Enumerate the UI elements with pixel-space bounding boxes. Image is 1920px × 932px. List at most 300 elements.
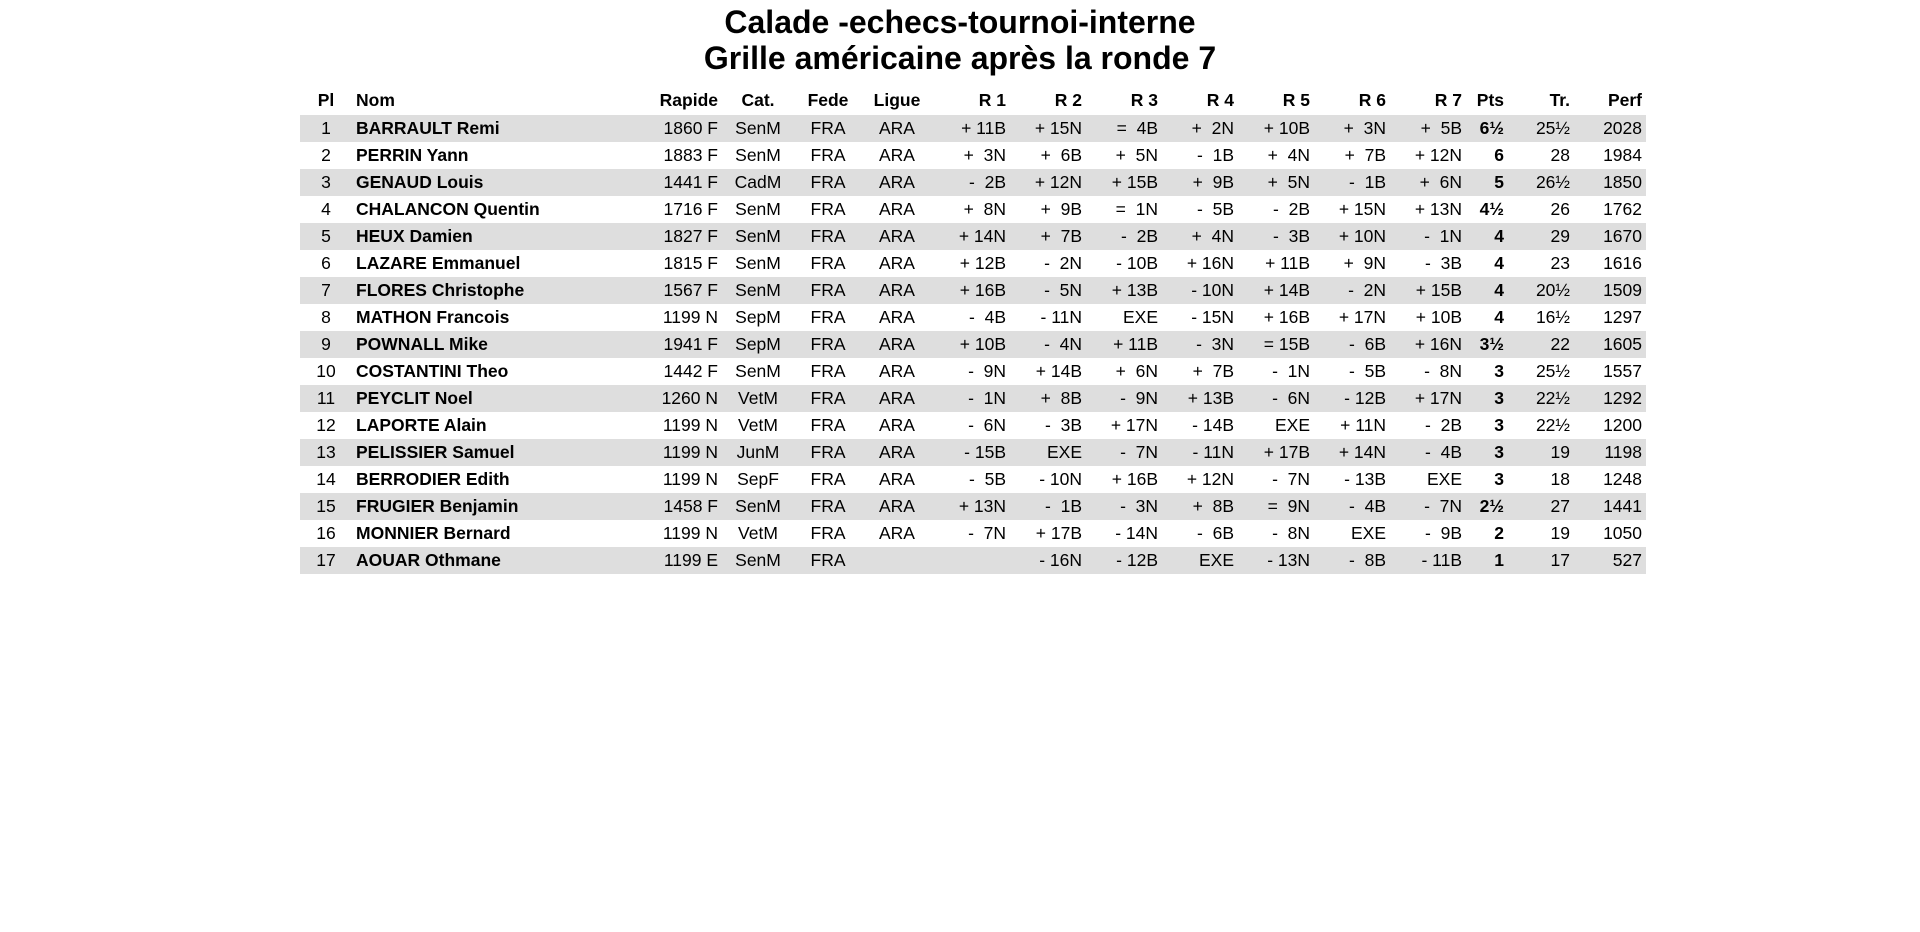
cell-r5: = 15B xyxy=(1238,331,1314,358)
cell-r6: + 10N xyxy=(1314,223,1390,250)
cell-r5: - 8N xyxy=(1272,523,1310,543)
cell-perf: 1616 xyxy=(1603,253,1642,273)
cell-r2: + 14B xyxy=(1035,361,1082,381)
table-row xyxy=(300,412,1646,439)
cell-perf: 1198 xyxy=(1574,439,1646,466)
cell-r4: EXE xyxy=(1162,547,1238,574)
cell-r3: + 13B xyxy=(1086,277,1162,304)
cell-r3: - 12B xyxy=(1086,547,1162,574)
cell-ligue: ARA xyxy=(879,199,915,219)
cell-perf: 1050 xyxy=(1603,523,1642,543)
cell-pts: 4 xyxy=(1466,277,1508,304)
cell-cat: SenM xyxy=(722,547,794,574)
cell-r5: - 2B xyxy=(1273,199,1310,219)
cell-r7: - 1N xyxy=(1390,223,1466,250)
cell-r4: + 9B xyxy=(1162,169,1238,196)
cell-nom: MONNIER Bernard xyxy=(356,523,511,543)
cell-r5: + 17B xyxy=(1238,439,1314,466)
cell-r6: + 15N xyxy=(1338,199,1386,219)
cell-cat: CadM xyxy=(722,169,794,196)
column-header-pts: Pts xyxy=(1476,89,1504,110)
cell-rapide: 1199 N xyxy=(632,439,722,466)
cell-nom: POWNALL Mike xyxy=(352,331,632,358)
table-row xyxy=(300,466,1646,493)
column-header-fede: Fede xyxy=(807,89,849,110)
cell-tr: 26½ xyxy=(1508,169,1574,196)
cell-tr: 29 xyxy=(1508,223,1574,250)
cell-fede: FRA xyxy=(810,361,846,381)
cell-perf: 1557 xyxy=(1603,361,1642,381)
column-header-rapide: Rapide xyxy=(659,89,718,110)
cell-ligue: ARA xyxy=(879,523,915,543)
cell-r6: - 2N xyxy=(1314,277,1390,304)
cell-tr: 26 xyxy=(1550,199,1570,219)
cell-r3: + 15B xyxy=(1086,169,1162,196)
cell-r1: + 16B xyxy=(932,277,1010,304)
cell-r1: - 7N xyxy=(968,523,1006,543)
cell-r2: + 12N xyxy=(1010,169,1086,196)
cell-cat: SenM xyxy=(722,493,794,520)
cell-pts: 6 xyxy=(1494,145,1504,165)
cell-r5: + 4N xyxy=(1267,145,1310,165)
cell-r4: - 6B xyxy=(1197,523,1234,543)
cell-fede: FRA xyxy=(810,253,846,273)
cell-nom: LAPORTE Alain xyxy=(356,415,487,435)
cell-r4: + 13B xyxy=(1162,385,1238,412)
cell-fede: FRA xyxy=(794,331,862,358)
cell-pl: 2 xyxy=(321,145,331,165)
cell-pts: 3 xyxy=(1466,385,1508,412)
cell-r1: + 11B xyxy=(932,115,1010,142)
cell-r2: + 15N xyxy=(1010,115,1086,142)
cell-perf: 1850 xyxy=(1574,169,1646,196)
cell-r6: - 6B xyxy=(1314,331,1390,358)
cell-rapide: 1941 F xyxy=(632,331,722,358)
cell-tr: 25½ xyxy=(1508,115,1574,142)
cell-perf: 1292 xyxy=(1574,385,1646,412)
cell-r7: EXE xyxy=(1426,469,1462,489)
table-row xyxy=(300,304,1646,331)
cell-ligue: ARA xyxy=(862,331,932,358)
cell-nom: CHALANCON Quentin xyxy=(356,199,540,219)
cell-fede: FRA xyxy=(810,415,846,435)
cell-r3: = 4B xyxy=(1086,115,1162,142)
cell-nom: BERRODIER Edith xyxy=(356,469,510,489)
table-row xyxy=(300,169,1646,196)
cell-r6: - 8B xyxy=(1314,547,1390,574)
cell-pts: 5 xyxy=(1466,169,1508,196)
cell-tr: 16½ xyxy=(1535,307,1570,327)
cell-pl: 9 xyxy=(300,331,352,358)
column-header-r7: R 7 xyxy=(1434,89,1462,110)
cell-perf: 1248 xyxy=(1603,469,1642,489)
cell-r5: + 5N xyxy=(1238,169,1314,196)
column-header-cat: Cat. xyxy=(741,89,775,110)
document-title: Calade -echecs-tournoi-interne xyxy=(724,4,1196,40)
cell-r4: - 1B xyxy=(1197,145,1234,165)
cell-r3: + 17N xyxy=(1110,415,1158,435)
cell-pl: 11 xyxy=(300,385,352,412)
cell-r7: + 5B xyxy=(1390,115,1466,142)
cell-r1: + 3N xyxy=(963,145,1006,165)
cell-fede: FRA xyxy=(794,169,862,196)
cell-r7: - 7N xyxy=(1390,493,1466,520)
cell-ligue: ARA xyxy=(879,469,915,489)
cell-pl: 10 xyxy=(316,361,336,381)
cell-pl: 12 xyxy=(316,415,336,435)
cell-cat: SenM xyxy=(722,223,794,250)
cell-rapide: 1827 F xyxy=(632,223,722,250)
cell-r1: - 15B xyxy=(932,439,1010,466)
cell-r5: + 16B xyxy=(1263,307,1310,327)
cell-cat: VetM xyxy=(738,415,778,435)
cell-pl: 1 xyxy=(300,115,352,142)
column-header-r5: R 5 xyxy=(1282,89,1310,110)
cell-nom: PELISSIER Samuel xyxy=(352,439,632,466)
cell-cat: SepM xyxy=(722,331,794,358)
cell-pl: 15 xyxy=(300,493,352,520)
cell-perf: 1441 xyxy=(1574,493,1646,520)
cell-fede: FRA xyxy=(810,469,846,489)
cell-cat: VetM xyxy=(722,385,794,412)
table-row xyxy=(300,547,1646,574)
cell-rapide: 1716 F xyxy=(663,199,718,219)
cell-r1 xyxy=(932,547,1010,574)
cell-tr: 25½ xyxy=(1535,361,1570,381)
cell-pts: 6½ xyxy=(1466,115,1508,142)
cell-cat: VetM xyxy=(738,523,778,543)
cell-fede: FRA xyxy=(794,547,862,574)
cell-r2: - 10N xyxy=(1039,469,1082,489)
cell-pts: 1 xyxy=(1466,547,1508,574)
cell-perf: 1984 xyxy=(1603,145,1642,165)
cell-r7: + 16N xyxy=(1390,331,1466,358)
cell-r1: + 8N xyxy=(963,199,1006,219)
cell-perf: 1762 xyxy=(1603,199,1642,219)
cell-r6: - 1B xyxy=(1314,169,1390,196)
cell-r3: = 1N xyxy=(1115,199,1158,219)
cell-ligue: ARA xyxy=(862,385,932,412)
table-row xyxy=(300,277,1646,304)
cell-r6: + 9N xyxy=(1343,253,1386,273)
cell-r4: + 4N xyxy=(1162,223,1238,250)
cell-r7: + 6N xyxy=(1390,169,1466,196)
cell-r3: - 3N xyxy=(1086,493,1162,520)
cell-r4: + 8B xyxy=(1162,493,1238,520)
cell-r4: - 14B xyxy=(1192,415,1234,435)
cell-rapide: 1441 F xyxy=(632,169,722,196)
cell-r1: - 1N xyxy=(932,385,1010,412)
cell-pts: 2½ xyxy=(1466,493,1508,520)
cell-fede: FRA xyxy=(810,199,846,219)
cell-r3: - 14N xyxy=(1115,523,1158,543)
cell-fede: FRA xyxy=(794,493,862,520)
cell-r7: + 12N xyxy=(1414,145,1462,165)
cell-pts: 3 xyxy=(1494,469,1504,489)
cell-perf: 1200 xyxy=(1603,415,1642,435)
column-header-r2: R 2 xyxy=(1054,89,1082,110)
cell-tr: 18 xyxy=(1550,469,1570,489)
cell-r1: + 14N xyxy=(932,223,1010,250)
cell-r6: + 14N xyxy=(1314,439,1390,466)
cell-r7: + 15B xyxy=(1390,277,1466,304)
column-header-pl: Pl xyxy=(317,89,335,110)
cell-nom: LAZARE Emmanuel xyxy=(356,253,521,273)
cell-ligue: ARA xyxy=(862,439,932,466)
cell-r4: + 7B xyxy=(1192,361,1234,381)
cell-fede: FRA xyxy=(810,523,846,543)
cell-pl: 6 xyxy=(321,253,331,273)
cell-r2: - 4N xyxy=(1010,331,1086,358)
header-row xyxy=(300,85,1646,115)
cell-r6: EXE xyxy=(1350,523,1386,543)
cell-r5: - 1N xyxy=(1272,361,1310,381)
column-header-tr: Tr. xyxy=(1549,89,1570,110)
cell-r5: + 14B xyxy=(1238,277,1314,304)
column-header-perf: Perf xyxy=(1607,89,1642,110)
cell-r1: + 10B xyxy=(932,331,1010,358)
cell-fede: FRA xyxy=(794,115,862,142)
table-row xyxy=(300,196,1646,223)
cell-ligue: ARA xyxy=(862,223,932,250)
cell-cat: SenM xyxy=(722,277,794,304)
cell-pl: 8 xyxy=(321,307,331,327)
cell-rapide: 1442 F xyxy=(663,361,718,381)
cell-cat: SenM xyxy=(722,115,794,142)
table-row xyxy=(300,385,1646,412)
cell-ligue: ARA xyxy=(862,493,932,520)
cell-r1: - 4B xyxy=(969,307,1006,327)
cell-r2: - 2N xyxy=(1044,253,1082,273)
cell-rapide: 1199 N xyxy=(662,307,718,327)
cell-r7: - 3B xyxy=(1425,253,1462,273)
cell-r4: + 2N xyxy=(1162,115,1238,142)
cell-ligue: ARA xyxy=(879,145,915,165)
cell-pl: 14 xyxy=(316,469,336,489)
cell-r3: EXE xyxy=(1122,307,1158,327)
cell-tr: 22½ xyxy=(1535,415,1570,435)
cell-r6: - 5B xyxy=(1349,361,1386,381)
column-header-r1: R 1 xyxy=(978,89,1006,110)
cell-perf: 1670 xyxy=(1574,223,1646,250)
cell-r7: - 11B xyxy=(1390,547,1466,574)
cell-rapide: 1860 F xyxy=(632,115,722,142)
cell-pts: 3 xyxy=(1494,361,1504,381)
standings-table xyxy=(300,85,1646,574)
cell-r7: - 9B xyxy=(1425,523,1462,543)
table-row xyxy=(300,493,1646,520)
cell-pl: 5 xyxy=(300,223,352,250)
cell-nom: FRUGIER Benjamin xyxy=(352,493,632,520)
cell-pts: 3 xyxy=(1466,439,1508,466)
cell-r6: - 12B xyxy=(1314,385,1390,412)
cell-tr: 20½ xyxy=(1508,277,1574,304)
cell-r1: - 2B xyxy=(932,169,1010,196)
cell-rapide: 1199 E xyxy=(632,547,722,574)
cell-r4: + 16N xyxy=(1186,253,1234,273)
cell-tr: 22½ xyxy=(1508,385,1574,412)
cell-r2: - 1B xyxy=(1010,493,1086,520)
cell-r5: EXE xyxy=(1274,415,1310,435)
table-row xyxy=(300,223,1646,250)
cell-ligue: ARA xyxy=(879,361,915,381)
cell-r4: - 10N xyxy=(1162,277,1238,304)
cell-r7: - 4B xyxy=(1390,439,1466,466)
cell-pts: 4 xyxy=(1494,307,1504,327)
cell-r5: - 6N xyxy=(1238,385,1314,412)
cell-nom: AOUAR Othmane xyxy=(352,547,632,574)
cell-tr: 17 xyxy=(1508,547,1574,574)
cell-r6: - 13B xyxy=(1344,469,1386,489)
cell-pl: 17 xyxy=(300,547,352,574)
cell-fede: FRA xyxy=(810,307,846,327)
cell-r2: EXE xyxy=(1010,439,1086,466)
cell-rapide: 1567 F xyxy=(632,277,722,304)
cell-r3: - 10B xyxy=(1116,253,1158,273)
cell-fede: FRA xyxy=(794,439,862,466)
cell-cat: SenM xyxy=(735,253,781,273)
document-header xyxy=(0,4,1920,76)
cell-r7: + 10B xyxy=(1415,307,1462,327)
cell-r5: - 7N xyxy=(1272,469,1310,489)
cell-r7: + 13N xyxy=(1414,199,1462,219)
cell-r1: + 12B xyxy=(959,253,1006,273)
cell-rapide: 1199 N xyxy=(662,415,718,435)
cell-tr: 19 xyxy=(1508,439,1574,466)
cell-cat: SepF xyxy=(737,469,779,489)
cell-r1: - 9N xyxy=(968,361,1006,381)
cell-r3: + 5N xyxy=(1115,145,1158,165)
cell-r7: - 8N xyxy=(1424,361,1462,381)
cell-r4: - 5B xyxy=(1197,199,1234,219)
cell-nom: PEYCLIT Noel xyxy=(352,385,632,412)
cell-r4: + 12N xyxy=(1186,469,1234,489)
cell-nom: MATHON Francois xyxy=(356,307,510,327)
cell-cat: SenM xyxy=(735,361,781,381)
cell-pl: 16 xyxy=(316,523,336,543)
cell-pl: 13 xyxy=(300,439,352,466)
cell-cat: SenM xyxy=(735,199,781,219)
cell-r6: + 3N xyxy=(1314,115,1390,142)
cell-r5: = 9N xyxy=(1238,493,1314,520)
cell-r3: - 9N xyxy=(1086,385,1162,412)
cell-r5: - 3B xyxy=(1238,223,1314,250)
cell-r3: + 16B xyxy=(1111,469,1158,489)
cell-rapide: 1199 N xyxy=(662,523,718,543)
cell-r4: - 15N xyxy=(1191,307,1234,327)
cell-r3: - 2B xyxy=(1086,223,1162,250)
cell-r5: - 13N xyxy=(1238,547,1314,574)
cell-ligue: ARA xyxy=(862,115,932,142)
cell-perf: 1509 xyxy=(1574,277,1646,304)
cell-perf: 1297 xyxy=(1603,307,1642,327)
cell-ligue: ARA xyxy=(879,415,915,435)
cell-r2: + 9B xyxy=(1040,199,1082,219)
cell-pl: 3 xyxy=(300,169,352,196)
cell-nom: HEUX Damien xyxy=(352,223,632,250)
cell-ligue xyxy=(862,547,932,574)
cell-r5: + 10B xyxy=(1238,115,1314,142)
table-row xyxy=(300,358,1646,385)
column-header-nom: Nom xyxy=(356,89,395,110)
cell-nom: COSTANTINI Theo xyxy=(356,361,509,381)
cell-tr: 23 xyxy=(1550,253,1570,273)
cell-tr: 19 xyxy=(1550,523,1570,543)
cell-r2: - 11N xyxy=(1040,307,1082,327)
cell-pts: 2 xyxy=(1494,523,1504,543)
cell-tr: 28 xyxy=(1550,145,1570,165)
cell-r2: + 17B xyxy=(1035,523,1082,543)
table-row xyxy=(300,439,1646,466)
cell-r3: + 6N xyxy=(1115,361,1158,381)
cell-nom: PERRIN Yann xyxy=(356,145,469,165)
cell-r2: + 6B xyxy=(1040,145,1082,165)
cell-r2: - 3B xyxy=(1045,415,1082,435)
cell-r1: - 5B xyxy=(969,469,1006,489)
cell-ligue: ARA xyxy=(879,307,915,327)
cell-ligue: ARA xyxy=(862,169,932,196)
cell-fede: FRA xyxy=(794,277,862,304)
cell-r2: - 16N xyxy=(1010,547,1086,574)
cell-perf: 2028 xyxy=(1574,115,1646,142)
cell-pts: 4 xyxy=(1466,223,1508,250)
cell-nom: GENAUD Louis xyxy=(352,169,632,196)
cell-pts: 3½ xyxy=(1466,331,1508,358)
cell-rapide: 1815 F xyxy=(663,253,718,273)
column-header-r4: R 4 xyxy=(1206,89,1234,110)
cell-r3: - 7N xyxy=(1086,439,1162,466)
cell-nom: BARRAULT Remi xyxy=(352,115,632,142)
table-row xyxy=(300,115,1646,142)
cell-pts: 4½ xyxy=(1479,199,1504,219)
cell-perf: 527 xyxy=(1574,547,1646,574)
cell-r1: + 13N xyxy=(932,493,1010,520)
cell-r6: + 7B xyxy=(1344,145,1386,165)
cell-fede: FRA xyxy=(810,145,846,165)
cell-fede: FRA xyxy=(794,223,862,250)
cell-pl: 4 xyxy=(321,199,331,219)
cell-rapide: 1260 N xyxy=(632,385,722,412)
table-row xyxy=(300,331,1646,358)
cell-r4: - 3N xyxy=(1162,331,1238,358)
document-subtitle: Grille américaine après la ronde 7 xyxy=(703,40,1217,76)
cell-pts: 4 xyxy=(1494,253,1504,273)
cell-r6: + 11N xyxy=(1340,415,1386,435)
cell-nom: FLORES Christophe xyxy=(352,277,632,304)
table-row xyxy=(300,250,1646,277)
cell-r5: + 11B xyxy=(1265,253,1310,273)
cell-pts: 3 xyxy=(1494,415,1504,435)
cell-r1: - 6N xyxy=(968,415,1006,435)
cell-tr: 22 xyxy=(1508,331,1574,358)
column-header-ligue: Ligue xyxy=(873,89,921,110)
cell-perf: 1605 xyxy=(1574,331,1646,358)
cell-r6: + 17N xyxy=(1338,307,1386,327)
cell-ligue: ARA xyxy=(862,277,932,304)
cell-cat: JunM xyxy=(722,439,794,466)
table-row xyxy=(300,520,1646,547)
cell-r2: - 5N xyxy=(1010,277,1086,304)
cell-pl: 7 xyxy=(300,277,352,304)
table-body xyxy=(300,115,1646,574)
cell-r7: + 17N xyxy=(1390,385,1466,412)
cell-r6: - 4B xyxy=(1314,493,1390,520)
cell-rapide: 1883 F xyxy=(663,145,718,165)
cell-r4: - 11N xyxy=(1162,439,1238,466)
cell-r2: + 7B xyxy=(1010,223,1086,250)
cell-fede: FRA xyxy=(794,385,862,412)
cell-r3: + 11B xyxy=(1086,331,1162,358)
